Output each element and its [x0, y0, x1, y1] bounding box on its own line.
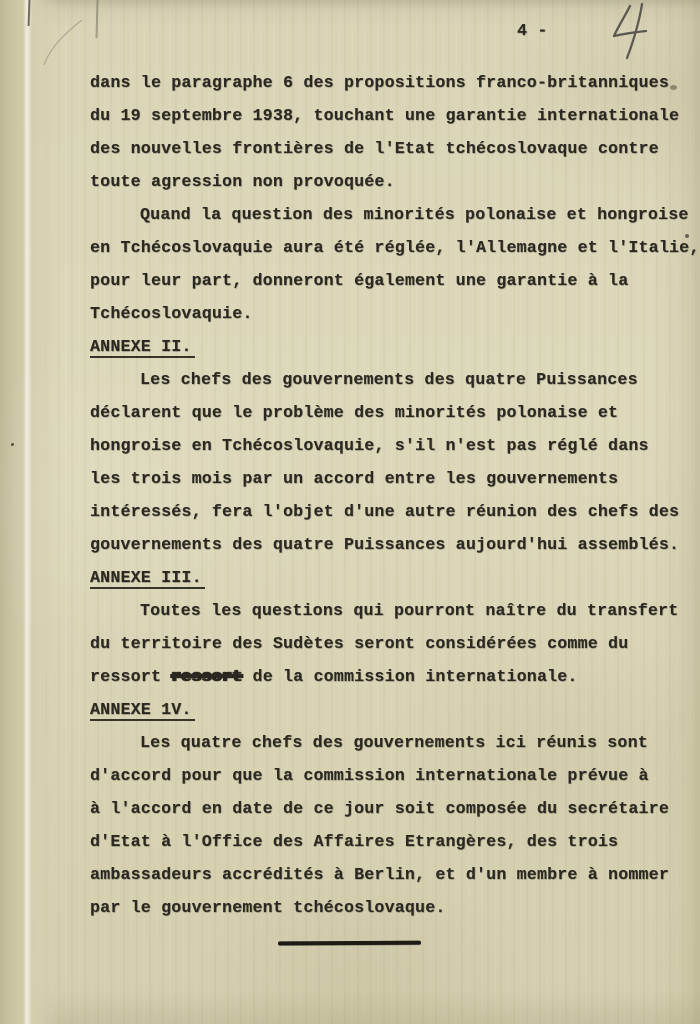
text-line [90, 660, 696, 693]
annex-heading [90, 330, 696, 363]
text-segment: Toutes les questions qui pourront naître du transfert [140, 601, 679, 620]
text-segment: hongroise en Tchécoslovaquie, s'il n'est pas réglé dans [90, 436, 649, 455]
text-segment: Quand la question des minorités polonaise et hongroise [140, 205, 689, 224]
text-segment: Tchécoslovaquie. [90, 304, 253, 323]
text-segment: les trois mois par un accord entre les gouvernements [90, 469, 619, 488]
text-segment: pour leur part, donneront également une garantie à la [90, 271, 629, 290]
handwritten-page-number [610, 2, 654, 62]
text-segment: déclarent que le problème des minorités polonaise et [90, 403, 619, 422]
text-line [90, 231, 700, 264]
text-line [90, 858, 696, 891]
ink-speck [670, 85, 677, 90]
annex-heading [90, 693, 696, 726]
text-line [90, 66, 696, 99]
text-segment: d'Etat à l'Office des Affaires Etrangères, des trois [90, 832, 619, 851]
text-segment: des nouvelles frontières de l'Etat tchécoslovaque contre [90, 139, 659, 158]
annex-heading [90, 561, 696, 594]
text-segment: Les chefs des gouvernements des quatre Puissances [140, 370, 638, 389]
text-line [90, 528, 696, 561]
text-segment: par le gouvernement tchécoslovaque. [90, 898, 446, 917]
text-line [90, 726, 696, 759]
end-of-text-rule [278, 941, 421, 946]
paper-crease-mark [96, 0, 99, 38]
typed-text-block [90, 66, 700, 924]
text-segment: gouvernements des quatre Puissances aujourd'hui assemblés. [90, 535, 680, 554]
overstruck-word: ressort [171, 667, 243, 686]
text-line [90, 363, 696, 396]
text-line [90, 495, 696, 528]
annex-heading-text: ANNEXE 1V. [90, 700, 195, 721]
text-line [90, 99, 696, 132]
text-segment: à l'accord en date de ce jour soit composée du secrétaire [90, 799, 669, 818]
text-segment: du territoire des Sudètes seront considérées comme du [90, 634, 629, 653]
text-line [90, 429, 696, 462]
text-line [90, 264, 696, 297]
page-fold-highlight [23, 0, 32, 1024]
text-segment: intéressés, fera l'objet d'une autre réunion des chefs des [90, 502, 680, 521]
annex-heading-text: ANNEXE II. [90, 337, 195, 358]
text-line [90, 759, 696, 792]
annex-heading-text: ANNEXE III. [90, 568, 205, 589]
text-line [90, 825, 696, 858]
text-line [90, 165, 696, 198]
text-segment: du 19 septembre 1938, touchant une garantie internationale [90, 106, 680, 125]
handwritten-4-glyph [610, 2, 654, 62]
text-segment: Les quatre chefs des gouvernements ici réunis sont [140, 733, 648, 752]
text-line [90, 132, 696, 165]
text-segment: de la commission internationale. [242, 667, 578, 686]
ink-speck [11, 443, 14, 446]
text-line [90, 792, 696, 825]
text-segment: toute agression non provoquée. [90, 172, 395, 191]
text-line [90, 462, 696, 495]
ink-speck [685, 234, 689, 238]
text-line [90, 297, 696, 330]
text-segment: ambassadeurs accrédités à Berlin, et d'un membre à nommer [90, 865, 669, 884]
typed-page-number: 4 - [517, 21, 548, 40]
text-line [90, 594, 696, 627]
text-segment: d'accord pour que la commission internationale prévue à [90, 766, 649, 785]
text-line [90, 891, 696, 924]
text-segment: ressort [90, 667, 172, 686]
text-segment: dans le paragraphe 6 des propositions franco-britanniques [90, 73, 669, 92]
text-line [90, 198, 696, 231]
text-segment: en Tchécoslovaquie aura été réglée, l'Allemagne et l'Italie, [90, 238, 700, 257]
text-line [90, 627, 696, 660]
faint-pencil-scratch [40, 18, 85, 68]
text-line [90, 396, 696, 429]
